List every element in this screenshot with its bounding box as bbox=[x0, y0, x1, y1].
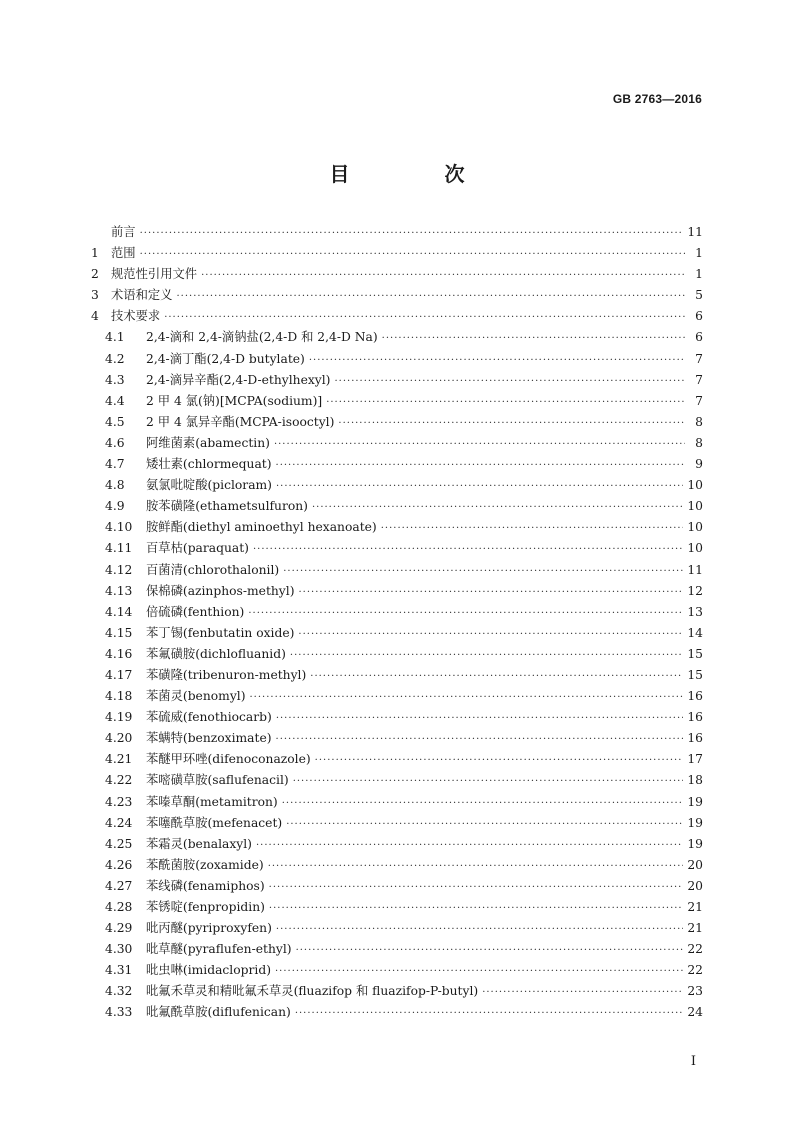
toc-entry-number: 4.12 bbox=[105, 562, 133, 577]
toc-entry-title: 2 甲 4 氯异辛酯(MCPA-isooctyl) bbox=[146, 414, 335, 429]
toc-entry-number: 3 bbox=[91, 288, 99, 303]
toc-entry-page: 7 bbox=[695, 372, 703, 387]
toc-entry-number: 4.11 bbox=[105, 541, 133, 556]
toc-entry-title: 苯醚甲环唑(difenoconazole) bbox=[146, 752, 311, 767]
toc-entry[interactable] bbox=[91, 391, 703, 412]
toc-entry[interactable] bbox=[91, 813, 703, 834]
toc-entry-number: 4.9 bbox=[105, 499, 125, 514]
toc-entry-title: 吡氟酰草胺(diflufenican) bbox=[146, 1005, 291, 1020]
toc-entry[interactable] bbox=[91, 665, 703, 686]
dot-leader bbox=[275, 961, 683, 982]
dot-leader bbox=[268, 856, 684, 877]
toc-entry-page: 14 bbox=[687, 625, 703, 640]
toc-entry[interactable] bbox=[91, 1002, 703, 1023]
page-title: 目 次 bbox=[329, 162, 509, 186]
toc-entry[interactable] bbox=[91, 475, 703, 496]
toc-entry[interactable] bbox=[91, 412, 703, 433]
toc-entry-title: 百草枯(paraquat) bbox=[146, 541, 249, 556]
toc-entry-page: 22 bbox=[687, 963, 703, 978]
toc-entry-number: 4.8 bbox=[105, 478, 125, 493]
toc-entry-number: 4.3 bbox=[105, 372, 125, 387]
toc-entry-number: 1 bbox=[91, 246, 99, 261]
toc-entry[interactable] bbox=[91, 602, 703, 623]
dot-leader bbox=[293, 771, 684, 792]
toc-entry[interactable] bbox=[91, 792, 703, 813]
toc-entry[interactable] bbox=[91, 855, 703, 876]
toc-entry[interactable] bbox=[91, 834, 703, 855]
toc-entry-number: 4.28 bbox=[105, 900, 133, 914]
dot-leader bbox=[381, 518, 684, 539]
toc-entry-page: 20 bbox=[687, 857, 703, 872]
toc-entry-number: 4.16 bbox=[105, 646, 133, 661]
toc-entry-number: 2 bbox=[91, 267, 99, 282]
toc-entry-page: 1 bbox=[695, 267, 703, 282]
toc-entry-page: 15 bbox=[687, 646, 703, 661]
toc-entry-number: 4.1 bbox=[105, 330, 125, 345]
toc-entry-number: 4.21 bbox=[105, 752, 133, 767]
dot-leader bbox=[248, 603, 683, 624]
toc-entry-title: 苯嘧磺草胺(saflufenacil) bbox=[146, 773, 289, 788]
toc-entry[interactable] bbox=[91, 264, 703, 285]
toc-entry-number: 4 bbox=[91, 309, 99, 324]
toc-entry-number: 4.19 bbox=[105, 710, 133, 725]
dot-leader bbox=[315, 750, 684, 771]
toc-entry-page: 10 bbox=[687, 499, 703, 514]
dot-leader bbox=[299, 582, 684, 603]
toc-entry-page: 10 bbox=[687, 478, 703, 493]
dot-leader bbox=[309, 350, 685, 371]
toc-entry-title: 吡虫啉(imidacloprid) bbox=[146, 963, 271, 978]
toc-entry[interactable] bbox=[91, 454, 703, 475]
toc-entry[interactable] bbox=[91, 433, 703, 454]
toc-entry-title: 前言 bbox=[111, 225, 136, 239]
toc-entry-page: 10 bbox=[687, 520, 703, 535]
dot-leader bbox=[140, 244, 685, 265]
toc-entry-number: 4.24 bbox=[105, 815, 133, 830]
dot-leader bbox=[286, 814, 683, 835]
toc-entry-page: 23 bbox=[687, 984, 703, 999]
toc-entry-number: 4.25 bbox=[105, 836, 133, 851]
toc-entry[interactable] bbox=[91, 728, 703, 749]
standard-code: GB 2763—2016 bbox=[612, 92, 702, 106]
dot-leader bbox=[334, 371, 685, 392]
toc-entry-title: 2,4-滴丁酯(2,4-D butylate) bbox=[146, 351, 305, 366]
toc-entry-title: 苯磺隆(tribenuron-methyl) bbox=[146, 667, 307, 682]
dot-leader bbox=[482, 982, 683, 1003]
dot-leader bbox=[276, 455, 685, 476]
dot-leader bbox=[276, 476, 683, 497]
toc-entry-title: 苯霜灵(benalaxyl) bbox=[146, 836, 252, 851]
toc-entry[interactable] bbox=[91, 349, 703, 370]
dot-leader bbox=[253, 539, 683, 560]
toc-entry[interactable] bbox=[91, 918, 703, 939]
toc-entry-page: 16 bbox=[687, 710, 703, 725]
toc-entry-page: 22 bbox=[687, 942, 703, 957]
toc-entry-title: 术语和定义 bbox=[111, 288, 173, 303]
dot-leader bbox=[283, 561, 683, 582]
dot-leader bbox=[295, 1003, 684, 1024]
toc-entry-page: 11 bbox=[687, 562, 703, 577]
toc-entry[interactable] bbox=[91, 222, 703, 243]
toc-entry-title: 苯氟磺胺(dichlofluanid) bbox=[146, 646, 286, 661]
toc-entry-title: 苯锈啶(fenpropidin) bbox=[146, 900, 265, 914]
toc-entry[interactable] bbox=[91, 560, 703, 581]
dot-leader bbox=[276, 729, 684, 750]
toc-entry[interactable] bbox=[91, 770, 703, 791]
toc-entry-number: 4.22 bbox=[105, 773, 133, 788]
toc-entry-title: 吡氟禾草灵和精吡氟禾草灵(fluazifop 和 fluazifop-P-butyl) bbox=[146, 984, 479, 999]
dot-leader bbox=[338, 413, 685, 434]
toc-entry[interactable] bbox=[91, 370, 703, 391]
dot-leader bbox=[140, 223, 684, 244]
toc-entry-page: 7 bbox=[695, 393, 703, 408]
toc-entry-title: 苯螨特(benzoximate) bbox=[146, 731, 272, 746]
toc-entry-title: 2 甲 4 氯(钠)[MCPA(sodium)] bbox=[146, 393, 323, 408]
toc-entry-number: 4.20 bbox=[105, 731, 133, 746]
page-number: I bbox=[690, 1054, 696, 1069]
toc-entry-number: 4.31 bbox=[105, 963, 133, 978]
toc-entry-number: 4.29 bbox=[105, 921, 133, 936]
toc-entry-title: 苯酰菌胺(zoxamide) bbox=[146, 857, 264, 872]
toc-entry-page: 20 bbox=[687, 878, 703, 893]
toc-entry-title: 胺鲜酯(diethyl aminoethyl hexanoate) bbox=[146, 520, 377, 535]
dot-leader bbox=[164, 307, 685, 328]
toc-entry[interactable] bbox=[91, 517, 703, 538]
toc-entry-page: 21 bbox=[687, 921, 703, 936]
toc-entry-title: 百菌清(chlorothalonil) bbox=[146, 562, 280, 577]
toc-entry-title: 吡草醚(pyraflufen-ethyl) bbox=[146, 942, 292, 957]
toc-entry-page: 16 bbox=[687, 731, 703, 746]
toc-entry[interactable] bbox=[91, 876, 703, 897]
toc-entry-number: 4.6 bbox=[105, 435, 125, 450]
dot-leader bbox=[290, 645, 683, 666]
toc-entry-number: 4.13 bbox=[105, 583, 133, 598]
toc-entry-page: 6 bbox=[695, 330, 703, 345]
toc-entry-number: 4.30 bbox=[105, 942, 133, 957]
toc-entry[interactable] bbox=[91, 538, 703, 559]
toc-entry-title: 苯菌灵(benomyl) bbox=[146, 689, 246, 704]
toc-entry[interactable] bbox=[91, 939, 703, 960]
toc-entry[interactable] bbox=[91, 306, 703, 327]
dot-leader bbox=[312, 497, 683, 518]
dot-leader bbox=[276, 708, 684, 729]
toc-entry-title: 技术要求 bbox=[111, 309, 161, 324]
toc-entry[interactable] bbox=[91, 897, 703, 918]
toc-entry-title: 胺苯磺隆(ethametsulfuron) bbox=[146, 499, 308, 514]
toc-entry-number: 4.27 bbox=[105, 878, 133, 893]
toc-entry[interactable] bbox=[91, 960, 703, 981]
dot-leader bbox=[282, 793, 684, 814]
toc-entry-number: 4.5 bbox=[105, 414, 125, 429]
dot-leader bbox=[274, 434, 685, 455]
toc-entry-page: 16 bbox=[687, 689, 703, 704]
toc-entry-number: 4.26 bbox=[105, 857, 133, 872]
toc-entry-page: 9 bbox=[695, 457, 703, 472]
toc-entry-number: 4.15 bbox=[105, 625, 133, 640]
toc-entry-number: 4.10 bbox=[105, 520, 133, 535]
toc-entry-number: 4.18 bbox=[105, 689, 133, 704]
toc-entry-title: 苯噻酰草胺(mefenacet) bbox=[146, 815, 283, 830]
toc-entry[interactable] bbox=[91, 327, 703, 348]
toc-entry-number: 4.4 bbox=[105, 393, 125, 408]
dot-leader bbox=[177, 286, 686, 307]
toc-entry-page: 1 bbox=[695, 246, 703, 261]
toc-entry[interactable] bbox=[91, 623, 703, 644]
toc-entry-title: 苯线磷(fenamiphos) bbox=[146, 878, 265, 893]
toc-entry-title: 苯硫威(fenothiocarb) bbox=[146, 710, 272, 725]
toc-entry[interactable] bbox=[91, 981, 703, 1002]
toc-entry-page: 8 bbox=[695, 414, 703, 429]
toc-entry-page: 19 bbox=[687, 836, 703, 851]
toc-entry[interactable] bbox=[91, 285, 703, 306]
dot-leader bbox=[269, 898, 683, 919]
toc-entry[interactable] bbox=[91, 749, 703, 770]
toc-entry-page: 13 bbox=[687, 604, 703, 619]
toc-entry-page: 24 bbox=[687, 1005, 703, 1020]
toc-entry-page: 17 bbox=[687, 752, 703, 767]
toc-entry-page: 7 bbox=[695, 351, 703, 366]
toc-entry[interactable] bbox=[91, 581, 703, 602]
toc-entry-page: 19 bbox=[687, 794, 703, 809]
toc-entry-title: 阿维菌素(abamectin) bbox=[146, 435, 270, 450]
toc-entry-number: 4.17 bbox=[105, 667, 133, 682]
toc-entry-title: 2,4-滴和 2,4-滴钠盐(2,4-D 和 2,4-D Na) bbox=[146, 330, 378, 345]
toc-entry-title: 矮壮素(chlormequat) bbox=[146, 457, 272, 472]
toc-entry-title: 氨氯吡啶酸(picloram) bbox=[146, 478, 272, 493]
toc-entry-number: 4.14 bbox=[105, 604, 133, 619]
toc-entry-number: 4.7 bbox=[105, 457, 125, 472]
toc-entry[interactable] bbox=[91, 644, 703, 665]
toc-entry-page: 6 bbox=[695, 309, 703, 324]
toc-entry-number: 4.33 bbox=[105, 1005, 133, 1020]
dot-leader bbox=[296, 940, 684, 961]
toc-entry[interactable] bbox=[91, 707, 703, 728]
toc-entry-title: 规范性引用文件 bbox=[111, 267, 198, 282]
dot-leader bbox=[326, 392, 685, 413]
toc-entry-number: 4.2 bbox=[105, 351, 125, 366]
dot-leader bbox=[382, 328, 685, 349]
toc-entry-page: 5 bbox=[695, 288, 703, 303]
toc-entry-page: 21 bbox=[687, 900, 703, 914]
dot-leader bbox=[250, 687, 684, 708]
toc-entry-page: 15 bbox=[687, 667, 703, 682]
toc-entry-number: 4.32 bbox=[105, 984, 133, 999]
toc-entry-title: 吡丙醚(pyriproxyfen) bbox=[146, 921, 272, 936]
dot-leader bbox=[256, 835, 683, 856]
toc-entry-title: 2,4-滴异辛酯(2,4-D-ethylhexyl) bbox=[146, 372, 331, 387]
dot-leader bbox=[298, 624, 683, 645]
toc-entry-title: 苯嗪草酮(metamitron) bbox=[146, 794, 278, 809]
toc-entry-page: 10 bbox=[687, 541, 703, 556]
toc-entry-page: 11 bbox=[687, 225, 703, 239]
toc-entry-title: 苯丁锡(fenbutatin oxide) bbox=[146, 625, 295, 640]
toc-entry-page: 8 bbox=[695, 435, 703, 450]
toc-entry[interactable] bbox=[91, 686, 703, 707]
toc-entry-page: 18 bbox=[687, 773, 703, 788]
toc-entry-page: 12 bbox=[687, 583, 703, 598]
toc-list bbox=[91, 222, 703, 1024]
dot-leader bbox=[310, 666, 683, 687]
toc-entry-title: 范围 bbox=[111, 246, 136, 261]
toc-entry-page: 19 bbox=[687, 815, 703, 830]
dot-leader bbox=[201, 265, 685, 286]
toc-entry-title: 倍硫磷(fenthion) bbox=[146, 604, 245, 619]
toc-entry-title: 保棉磷(azinphos-methyl) bbox=[146, 583, 295, 598]
toc-entry-number: 4.23 bbox=[105, 794, 133, 809]
dot-leader bbox=[269, 877, 684, 898]
toc-entry[interactable] bbox=[91, 243, 703, 264]
toc-entry[interactable] bbox=[91, 496, 703, 517]
dot-leader bbox=[276, 919, 683, 940]
